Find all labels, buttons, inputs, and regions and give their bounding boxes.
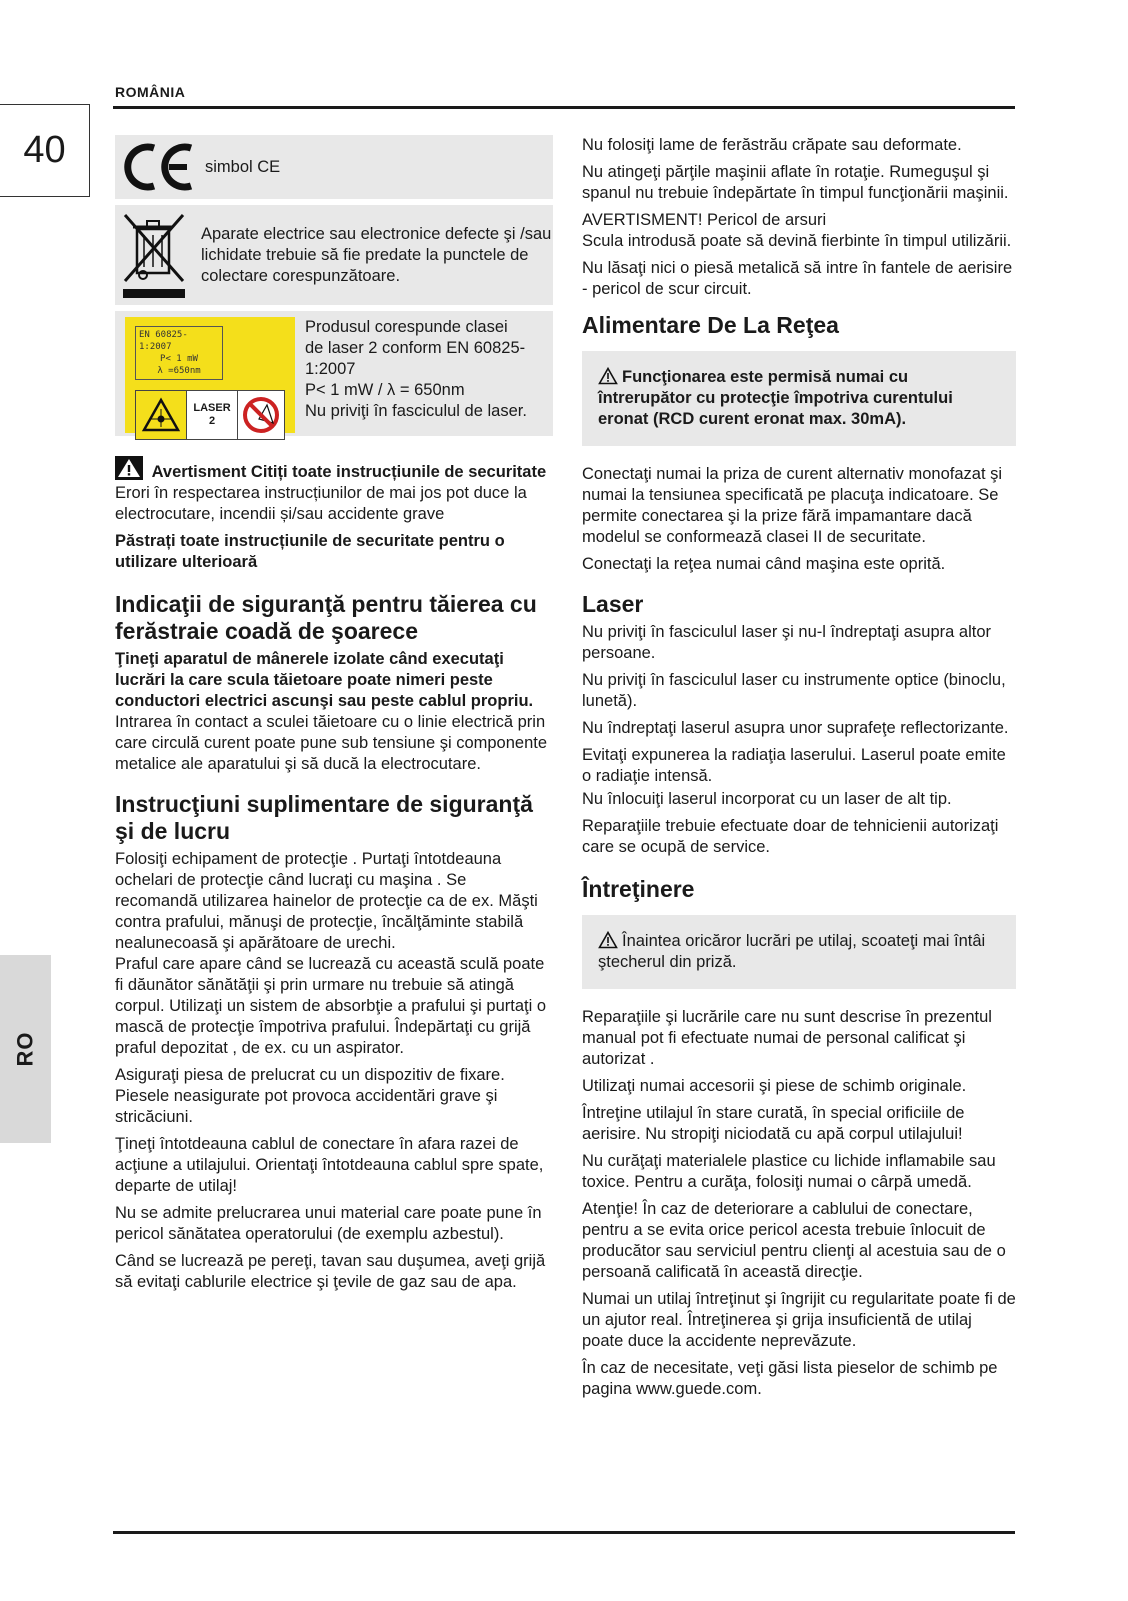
laser-spec-line: EN 60825-1:2007: [139, 330, 188, 352]
right-column: [582, 135, 1016, 1406]
maintenance-note-text: Înaintea oricăror lucrări pe utilaj, scoateţi mai întâi ştecherul din priză.: [598, 932, 986, 971]
laser-class-icon: [187, 391, 238, 439]
laser-class-bottom: 2: [208, 415, 216, 427]
saw-safety-paragraph: [115, 649, 553, 775]
heading-saw-safety: Indicaţii de siguranţă pentru tăierea cu ferăstraie coadă de şoarece: [115, 591, 537, 644]
weee-symbol-row: [115, 205, 553, 305]
paragraph: Numai un utilaj întreţinut şi îngrijit cu regularitate poate fi de un ajutor real. Întreţinerea şi grija insuficientă de utilaj poate duce la accidente neprevăzute.: [582, 1290, 1016, 1350]
paragraph: Nu priviţi în fasciculul laser şi nu-l îndreptaţi asupra altor persoane.: [582, 623, 992, 662]
paragraph: Nu curăţaţi materialele plastice cu lichide inflamabile sau toxice. Pentru a curăţa, folosiţi numai o cârpă umedă.: [582, 1152, 996, 1191]
footer-rule: [113, 1531, 1015, 1534]
ce-symbol-text: simbol CE: [205, 157, 281, 176]
paragraph: Nu se admite prelucrarea unui material care poate pune în pericol sănătatea operatorului (de exemplu azbestul).: [115, 1204, 542, 1243]
laser-spec-line: λ =650nm: [157, 366, 201, 376]
paragraph: Conectaţi la reţea numai când maşina este oprită.: [582, 555, 946, 573]
saw-safety-bold: Ţineţi aparatul de mânerele izolate când executaţi lucrări la care scula tăietoare poate nimeri peste conductori electrici ascunşi sau peste cablul propriu.: [115, 650, 534, 710]
laser-label-icons: [135, 390, 285, 440]
paragraph: Praful care apare când se lucrează cu această sculă poate fi dăunător sănătăţii şi prin urmare nu trebuie să atingă corpul. Utilizaţi un sistem de absorbţie a prafului şi purtaţi o mască de protecţie împotriva prafului. Îndepărtaţi cu grijă praful depozitat , de ex. cu un aspirator.: [115, 955, 547, 1057]
heading-additional-safety: Instrucţiuni suplimentare de siguranţă şi de lucru: [115, 791, 533, 844]
safety-warning-paragraph: [115, 456, 553, 525]
maintenance-note-box: [582, 915, 1016, 989]
paragraph: Evitaţi expunerea la radiaţia laserului. Laserul poate emite o radiaţie intensă.: [582, 746, 1006, 785]
laser-symbol-line: de laser 2 conform EN 60825-: [305, 339, 526, 357]
paragraph: Nu îndreptaţi laserul asupra unor suprafeţe reflectorizante.: [582, 719, 1009, 737]
ce-mark-icon: [121, 140, 199, 194]
paragraph: Reparaţiile şi lucrările care nu sunt descrise în prezentul manual pot fi efectuate numai de personal calificat şi autorizat .: [582, 1008, 992, 1068]
paragraph: În caz de necesitate, veţi găsi lista pieselor de schimb pe pagina www.guede.com.: [582, 1359, 998, 1398]
header-rule: [113, 106, 1015, 109]
laser-spec-line: P< 1 mW: [160, 354, 198, 364]
paragraph: Asiguraţi piesa de prelucrat cu un dispozitiv de fixare. Piesele neasigurate pot provoca accidentări grave şi stricăciuni.: [115, 1066, 505, 1126]
laser-symbol-row: [115, 311, 553, 436]
warning-triangle-icon: [598, 931, 618, 949]
laser-label-spec: [135, 326, 223, 380]
crossed-bin-icon: [119, 209, 189, 301]
paragraph: Atenţie! În caz de deteriorare a cablului de conectare, pentru a se evita orice pericol acesta trebuie înlocuit de producător sau serviciul pentru clienţi al acestuia sau de o persoană calificată în această direcţie.: [582, 1200, 1006, 1281]
laser-symbol-line: 1:2007: [305, 360, 356, 378]
language-tab-label: RO: [12, 1031, 38, 1067]
paragraph: Ţineţi întotdeauna cablul de conectare în afara razei de acţiune a utilajului. Orientaţi întotdeauna cablul spre spate, departe de utilaj!: [115, 1135, 544, 1195]
heading-maintenance: Întreţinere: [582, 876, 695, 902]
laser-symbol-line: P< 1 mW / λ = 650nm: [305, 381, 465, 399]
ce-symbol-row: [115, 135, 553, 199]
keep-instructions: Păstrați toate instrucțiunile de securitate pentru o utilizare ulterioară: [115, 532, 505, 571]
saw-safety-text: Intrarea în contact a sculei tăietoare cu o linie electrică prin care circulă curent poate pune sub tensiune şi componente metalice ale aparatului şi să ducă la electrocutare.: [115, 713, 548, 773]
paragraph: Nu atingeţi părţile maşinii aflate în rotaţie. Rumeguşul şi spanul nu trebuie îndepărtate în timpul funcţionării maşinii.: [582, 163, 1009, 202]
paragraph: Întreţine utilajul în stare curată, în special orificiile de aerisire. Nu stropiţi niciodată cu apă corpul utilajului!: [582, 1104, 965, 1143]
safety-warning-bold: Avertisment Citiți toate instrucțiunile de securitate: [151, 463, 547, 481]
paragraph: Scula introdusă poate să devină fierbinte în timpul utilizării.: [582, 232, 1012, 250]
maintenance-note: [598, 931, 1000, 973]
paragraph: Conectaţi numai la priza de curent alternativ monofazat şi numai la tensiunea specificată pe placuţa indicatoare. Se permite conectarea şi la prize fără impamantare dacă modelul se conformează clasei II de securitate.: [582, 465, 1003, 546]
no-look-icon: [238, 391, 284, 439]
paragraph: Nu înlocuiţi laserul incorporat cu un laser de alt tip.: [582, 790, 952, 808]
page-number: 40: [0, 104, 90, 197]
warning-triangle-icon: [598, 367, 618, 385]
header-country: ROMÂNIA: [115, 84, 186, 100]
laser-symbol-line: Nu priviţi în fasciculul de laser.: [305, 402, 527, 420]
laser-class-top: LASER: [193, 402, 231, 414]
left-column: [115, 135, 553, 1299]
safety-warning-text: Erori în respectarea instrucțiunilor de mai jos pot duce la electrocutare, incendii și/sau accidente grave: [115, 484, 527, 523]
laser-label-sticker: [125, 317, 295, 433]
paragraph: Nu folosiţi lame de ferăstrău crăpate sau deformate.: [582, 136, 962, 154]
paragraph: Nu priviţi în fasciculul laser cu instrumente optice (binoclu, lunetă).: [582, 671, 1006, 710]
laser-warning-icon: [136, 391, 187, 439]
laser-symbol-text: [305, 317, 527, 422]
paragraph: Nu lăsaţi nici o piesă metalică să intre în fantele de aerisire - pericol de scur circuit.: [582, 259, 1013, 298]
paragraph: Când se lucrează pe pereţi, tavan sau duşumea, aveţi grijă să evitaţi cablurile electrice şi ţevile de gaz sau de apa.: [115, 1252, 546, 1291]
paragraph: Folosiţi echipament de protecţie . Purtaţi întotdeauna ochelari de protecţie când lucraţi cu maşina . Se recomandă utilizarea hainelor de protecţie ca de ex. Măşti contra prafului, mănuşi de protecţie, încălţăminte stabilă nealunecoasă şi apărătoare de urechi.: [115, 850, 538, 952]
paragraph: Reparaţiile trebuie efectuate doar de tehnicienii autorizaţi care se ocupă de service.: [582, 817, 999, 856]
paragraph: AVERTISMENT! Pericol de arsuri: [582, 211, 827, 229]
mains-note: [598, 367, 1000, 430]
paragraph: Utilizaţi numai accesorii şi piese de schimb originale.: [582, 1077, 967, 1095]
warning-triangle-icon: [115, 456, 143, 480]
mains-note-box: [582, 351, 1016, 446]
laser-symbol-line: Produsul corespunde clasei: [305, 318, 508, 336]
weee-symbol-text: Aparate electrice sau electronice defecte şi /sau lichidate trebuie să fie predate la punctele de colectare corespunzătoare.: [201, 224, 552, 285]
mains-note-text: Funcţionarea este permisă numai cu întrerupător cu protecţie împotriva curentului eronat (RCD curent eronat max. 30mA).: [598, 368, 953, 428]
heading-mains: Alimentare De La Reţea: [582, 312, 839, 338]
heading-laser: Laser: [582, 591, 644, 617]
language-tab: [0, 955, 51, 1143]
